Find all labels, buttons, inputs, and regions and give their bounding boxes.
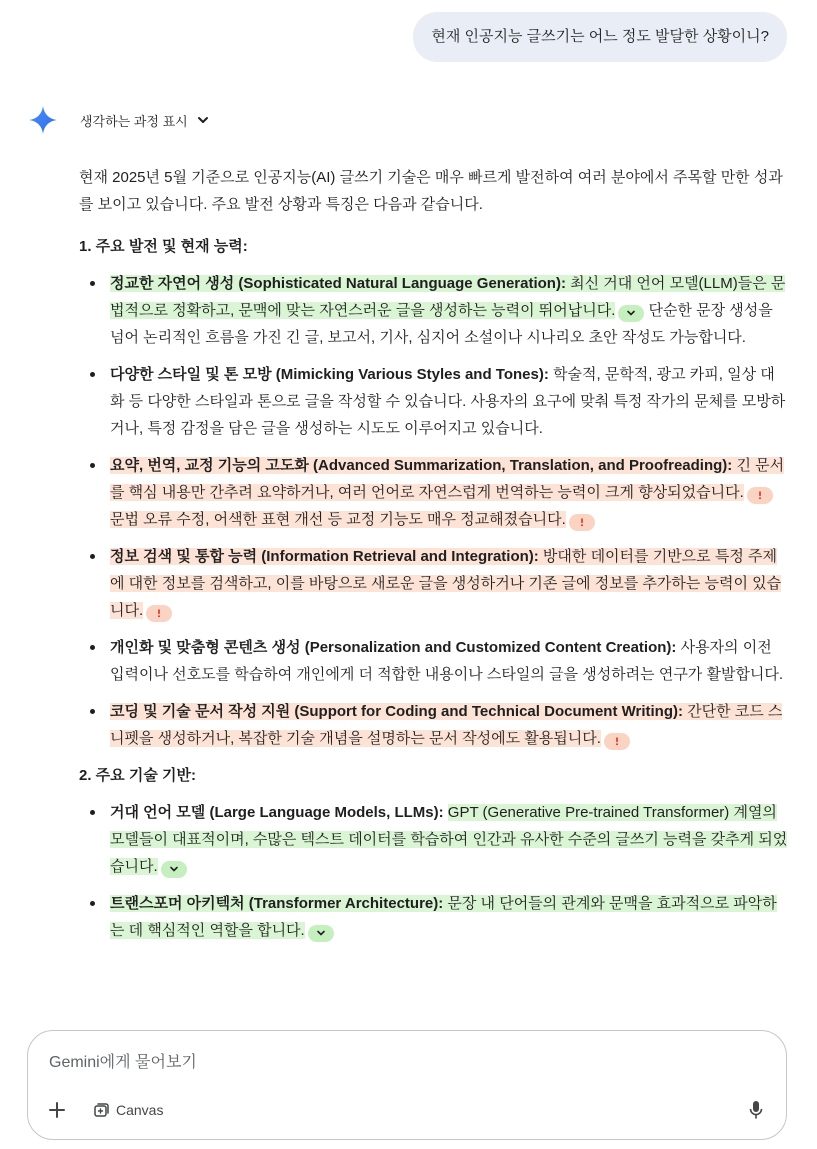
microphone-button[interactable]: [746, 1099, 766, 1121]
section-title: 2. 주요 기술 기반:: [79, 767, 196, 784]
exclamation-icon: [577, 517, 587, 527]
section2-list: [79, 799, 789, 944]
prompt-input-box[interactable]: [27, 1030, 787, 1140]
chevron-down-icon: [169, 864, 179, 874]
warning-chip[interactable]: [604, 733, 630, 750]
source-chip-expand[interactable]: [161, 861, 187, 878]
canvas-icon: [92, 1101, 110, 1119]
list-item: 다양한 스타일 및 톤 모방 (Mimicking Various Styles and Tones): 학술적, 문학적, 광고 카피, 일상 대화 등 다양한 스타일과 톤으로 글을 작성할 수 있습니다. 사용자의 요구에 맞춰 특정 작가의 문체를 모방하거나, 특정 감정을 담은 글을 생성하는 시도도 이루어지고 있습니다.: [79, 361, 789, 442]
warning-chip[interactable]: [747, 487, 773, 504]
chevron-down-icon: [196, 113, 210, 127]
exclamation-icon: [755, 490, 765, 500]
plus-icon: [46, 1099, 68, 1121]
flagged-text: 문법 오류 수정, 어색한 표현 개선 등 교정 기능도 매우 정교해졌습니다.: [110, 511, 566, 528]
chevron-down-icon: [316, 928, 326, 938]
highlighted-text: GPT (Generative Pre-trained Transformer) 계열의 모델들이 대표적이며, 수많은 텍스트 데이터를 학습하여 인간과 유사한 수준의 글쓰기 능력을 갖추게 되었습니다.: [110, 804, 788, 875]
list-item: 거대 언어 모델 (Large Language Models, LLMs): GPT (Generative Pre-trained Transformer) 계열의 모델들이 대표적이며, 수많은 텍스트 데이터를 학습하여 인간과 유사한 수준의 글쓰기 능력을 갖추게 되었습니다.: [79, 799, 789, 880]
prompt-input[interactable]: Gemini에게 물어보기: [49, 1054, 197, 1071]
list-item: 개인화 및 맞춤형 콘텐츠 생성 (Personalization and Customized Content Creation): 사용자의 이전 입력이나 선호도를 학습하여 개인에게 더 적합한 내용이나 스타일의 글을 생성하려는 연구가 활발합니다.: [79, 634, 789, 688]
gemini-sparkle-icon: [28, 105, 58, 135]
source-chip-expand[interactable]: [308, 925, 334, 942]
list-item: 정교한 자연어 생성 (Sophisticated Natural Language Generation): 최신 거대 언어 모델(LLM)들은 문법적으로 정확하고, 문맥에 맞는 자연스러운 글을 생성하는 능력이 뛰어납니다. 단순한 문장 생성을 넘어 논리적인 흐름을 가진 긴 글, 보고서, 기사, 심지어 소설이나 시나리오 초안 작성도 가능합니다.: [79, 270, 789, 351]
list-item: [79, 543, 789, 624]
flagged-text: 정보 검색 및 통합 능력 (Information Retrieval and Integration): 방대한 데이터를 기반으로 특정 주제에 대한 정보를 검색하고, 이를 바탕으로 새로운 글을 생성하거나 기존 글에 정보를 추가하는 능력이 있습니다.: [110, 548, 782, 619]
add-attachment-button[interactable]: [46, 1099, 68, 1121]
canvas-button[interactable]: [92, 1097, 163, 1123]
user-message-bubble: 현재 인공지능 글쓰기는 어느 정도 발달한 상황이니?: [413, 12, 787, 62]
highlighted-text: 트랜스포머 아키텍처 (Transformer Architecture): 문장 내 단어들의 관계와 문맥을 효과적으로 파악하는 데 핵심적인 역할을 합니다.: [110, 895, 777, 939]
microphone-icon: [746, 1099, 766, 1121]
warning-chip[interactable]: [569, 514, 595, 531]
thinking-toggle[interactable]: [28, 104, 210, 136]
exclamation-icon: [612, 736, 622, 746]
canvas-label: Canvas: [116, 1102, 164, 1118]
chevron-down-icon: [626, 308, 636, 318]
section1-list: [79, 270, 789, 752]
exclamation-icon: [154, 608, 164, 618]
response-intro: 현재 2025년 5월 기준으로 인공지능(AI) 글쓰기 기술은 매우 빠르게 발전하여 여러 분야에서 주목할 만한 성과를 보이고 있습니다. 주요 발전 상황과 특징은 다음과 같습니다.: [79, 169, 783, 213]
warning-chip[interactable]: [146, 605, 172, 622]
list-item: [79, 890, 789, 944]
highlighted-text: 정교한 자연어 생성 (Sophisticated Natural Language Generation): 최신 거대 언어 모델(LLM)들은 문법적으로 정확하고, 문맥에 맞는 자연스러운 글을 생성하는 능력이 뛰어납니다.: [110, 275, 786, 319]
list-item: [79, 698, 789, 752]
flagged-text: 요약, 번역, 교정 기능의 고도화 (Advanced Summarization, Translation, and Proofreading): 긴 문서를 핵심 내용만 간추려 요약하거나, 여러 언어로 자연스럽게 번역하는 능력이 크게 향상되었습니다.: [110, 457, 785, 501]
flagged-text: 코딩 및 기술 문서 작성 지원 (Support for Coding and Technical Document Writing): 간단한 코드 스니펫을 생성하거나, 복잡한 기술 개념을 설명하는 문서 작성에도 활용됩니다.: [110, 703, 783, 747]
list-item: [79, 452, 789, 533]
section-title: 1. 주요 발전 및 현재 능력:: [79, 238, 248, 255]
response-body: [79, 164, 789, 1012]
thinking-label: 생각하는 과정 표시: [80, 113, 188, 129]
source-chip-expand[interactable]: [618, 305, 644, 322]
